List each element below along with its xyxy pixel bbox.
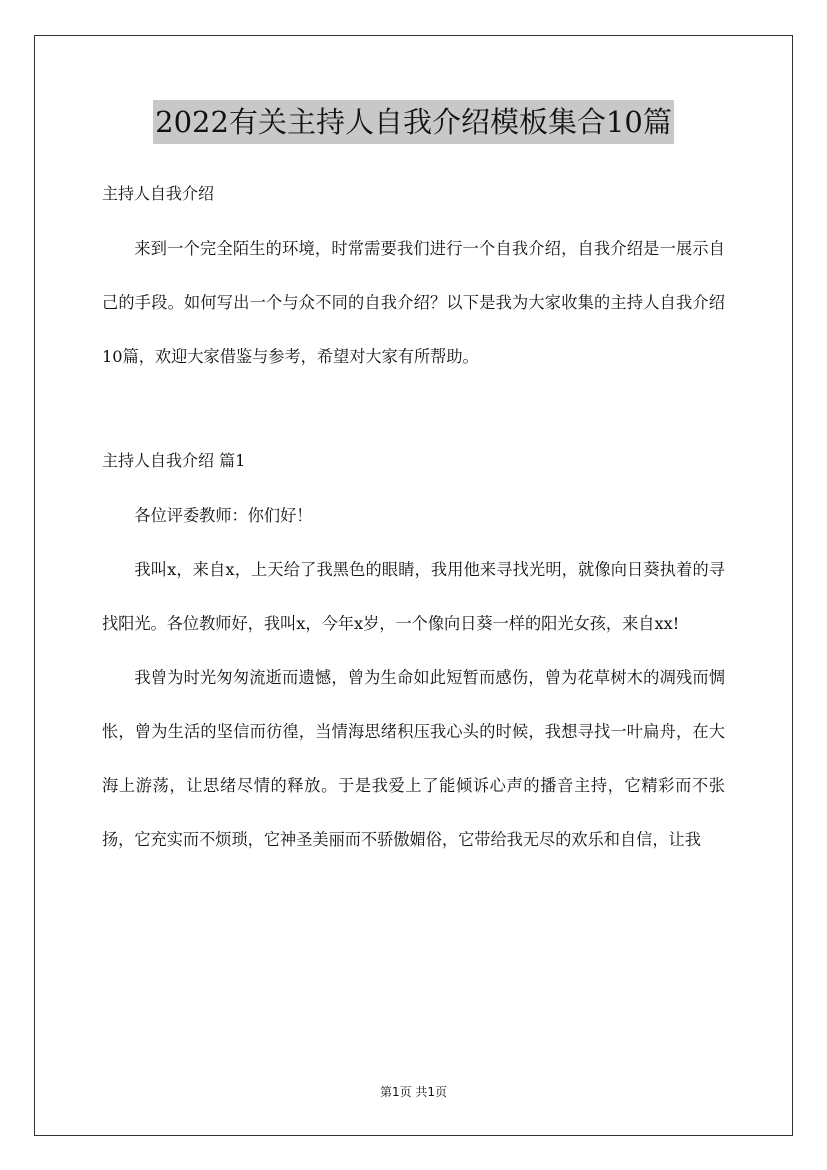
section1-paragraph-greeting: 各位评委教师：你们好！ [134,506,313,525]
section-spacer [102,384,725,432]
intro-heading: 主持人自我介绍 [102,184,215,203]
title-container [0,100,827,144]
section1-heading: 主持人自我介绍 篇1 [102,451,246,470]
intro-paragraph: 来到一个完全陌生的环境，时常需要我们进行一个自我介绍，自我介绍是一展示自己的手段。如何写出一个与众不同的自我介绍？以下是我为大家收集的主持人自我介绍10篇，欢迎大家借鉴与参考，希望对大家有所帮助。 [102,239,725,366]
document-body [102,165,725,867]
section1-paragraph-body: 我曾为时光匆匆流逝而遗憾，曾为生命如此短暂而感伤，曾为花草树木的凋残而惆怅，曾为生活的坚信而彷徨，当情海思绪积压我心头的时候，我想寻找一叶扁舟，在大海上游荡，让思绪尽情的释放。于是我爱上了能倾诉心声的播音主持，它精彩而不张扬，它充实而不烦琐，它神圣美丽而不骄傲媚俗，它带给我无尽的欢乐和自信，让我 [102,668,725,849]
document-title: 2022有关主持人自我介绍模板集合10篇 [153,100,674,144]
section1-paragraph-intro: 我叫x，来自x，上天给了我黑色的眼睛，我用他来寻找光明，就像向日葵执着的寻找阳光。各位教师好，我叫x，今年x岁，一个像向日葵一样的阳光女孩，来自xx! [102,560,725,633]
page-footer: 第1页 共1页 [379,1085,448,1099]
